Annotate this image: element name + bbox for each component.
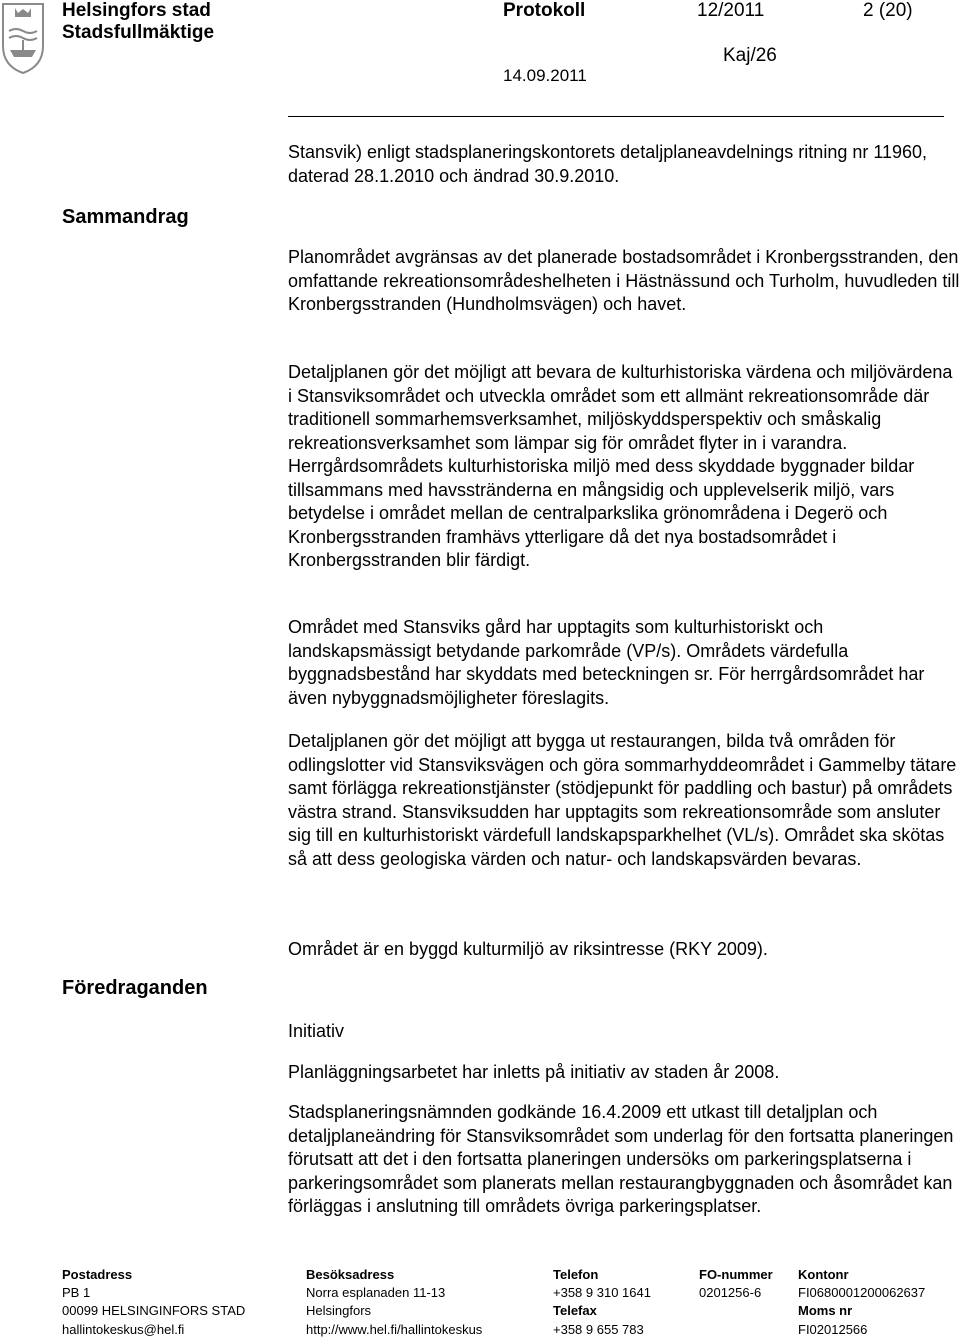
footer-fax-number: +358 9 655 783 (553, 1321, 644, 1337)
footer-postal-address (62, 1266, 245, 1339)
header-page-number: 2 (20) (863, 0, 913, 21)
initiative-heading (288, 1020, 960, 1044)
footer-postal-label: Postadress (62, 1267, 133, 1282)
body-paragraph-2-text: Detaljplanen gör det möjligt att bevara de kulturhistoriska värdena och miljövärdena i Stansviksområdet och utveckla området som ett allmänt rekreationsområde där traditionell sommarhemsverksamhet, miljöskyddsperspektiv och småskalig rekreationsverksamhet som lämpar sig för området flyter in i varandra. Herrgårdsområdets kulturhistoriska miljö med dess skyddade byggnader bildar tillsammans med havsstränderna en mångsidig och upplevelserik miljö, vars betydelse i området mellan de centralparkslika grönområdena i Degerö och Kronbergsstranden framhävs ytterligare då det nya bostadsområdet i Kronbergsstranden blir färdigt. (288, 362, 953, 570)
body-paragraph-6-text: Planläggningsarbetet har inletts på initiativ av staden år 2008. (288, 1062, 780, 1082)
side-label-summary: Sammandrag (62, 206, 189, 228)
footer-phone-label: Telefon (553, 1267, 599, 1282)
body-paragraph-6 (288, 1061, 960, 1085)
footer-visit-line2: Helsingfors (306, 1303, 372, 1319)
footer-visit-address (306, 1266, 482, 1339)
body-paragraph-3-text: Området med Stansviks gård har upptagits som kulturhistoriskt och landskapsmässigt betydande parkområde (VP/s). Områdets värdefulla byggnadsbestånd har skyddats med beteckningen sr. För herrgårdsområdet har även nybyggnadsmöjligheter föreslagits. (288, 617, 925, 708)
body-paragraph-7-text: Stadsplaneringsnämnden godkände 16.4.2009 ett utkast till detaljplan och detaljplaneändring för Stansviksområdet som underlag för den fortsatta planeringen förutsatt att det i den fortsatta planeringen undersöks om parkeringsplatserna i parkeringsområdet som planerats mellan restaurangbyggnaden och åsområdet kan förläggas i anslutning till områdets övriga parkeringsplatser. (288, 1102, 954, 1216)
footer-email: hallintokeskus@hel.fi (62, 1321, 185, 1337)
body-paragraph-7 (288, 1101, 960, 1219)
body-paragraph-5 (288, 938, 960, 962)
footer-account-label: Kontonr (798, 1267, 849, 1282)
body-paragraph-5-text: Området är en byggd kulturmiljö av riksintresse (RKY 2009). (288, 939, 768, 959)
footer-account (798, 1266, 925, 1339)
footer-vat-label: Moms nr (798, 1303, 853, 1319)
body-paragraph-1 (288, 246, 960, 317)
footer-postal-line2: 00099 HELSINGINFORS STAD (62, 1303, 246, 1319)
footer-postal-line1: PB 1 (62, 1285, 91, 1301)
footer-account-value: FI0680001200062637 (798, 1285, 926, 1301)
footer-fo-value: 0201256-6 (699, 1285, 762, 1301)
header-protocol-number: 12/2011 (697, 0, 765, 21)
footer-fax-label: Telefax (553, 1303, 597, 1319)
body-paragraph-1-text: Planområdet avgränsas av det planerade bostadsområdet i Kronbergsstranden, den omfattande rekreationsområdeshelheten i Hästnässund och Turholm, huvudleden till Kronbergsstranden (Hundholmsvägen) och havet. (288, 247, 960, 314)
body-paragraph-2 (288, 361, 960, 573)
footer-fo-label: FO-nummer (699, 1267, 773, 1282)
footer-fo-number (699, 1266, 773, 1302)
body-paragraph-4-text: Detaljplanen gör det möjligt att bygga ut restaurangen, bilda två områden för odlingslotter vid Stansviksvägen och göra sommarhyddeområdet i Gammelby tätare samt förlägga rekreationstjänster (stödjepunkt för paddling och bastur) på områdets västra strand. Stansviksudden har upptagits som rekreationsområde som ansluter sig till en kulturhistoriskt värdefull landskapsparkhelhet (VL/s). Området ska skötas så att dess geologiska värden och natur- och landskapsvärden bevaras. (288, 731, 957, 869)
footer-vat-value: FI02012566 (798, 1321, 868, 1337)
body-paragraph-0 (288, 141, 960, 188)
footer-website: http://www.hel.fi/hallintokeskus (306, 1321, 483, 1337)
header-case-number: Kaj/26 (723, 45, 777, 66)
footer-phone-number: +358 9 310 1641 (553, 1285, 651, 1301)
body-paragraph-0-text: Stansvik) enligt stadsplaneringskontorets detaljplaneavdelnings ritning nr 11960, daterad 28.1.2010 och ändrad 30.9.2010. (288, 142, 928, 186)
header-org: Helsingfors stad (62, 0, 211, 21)
header-divider (288, 116, 944, 117)
helsinki-crest-icon (0, 0, 46, 76)
header-doc-type: Protokoll (503, 0, 586, 21)
side-label-presenter: Föredraganden (62, 977, 208, 999)
footer-visit-label: Besöksadress (306, 1267, 395, 1282)
header-date: 14.09.2011 (503, 66, 587, 85)
header-body: Stadsfullmäktige (62, 22, 215, 43)
footer-visit-line1: Norra esplanaden 11-13 (306, 1285, 446, 1301)
body-paragraph-3 (288, 616, 960, 710)
body-paragraph-4 (288, 730, 960, 871)
initiative-heading-text: Initiativ (288, 1021, 345, 1041)
footer-phone (553, 1266, 651, 1339)
